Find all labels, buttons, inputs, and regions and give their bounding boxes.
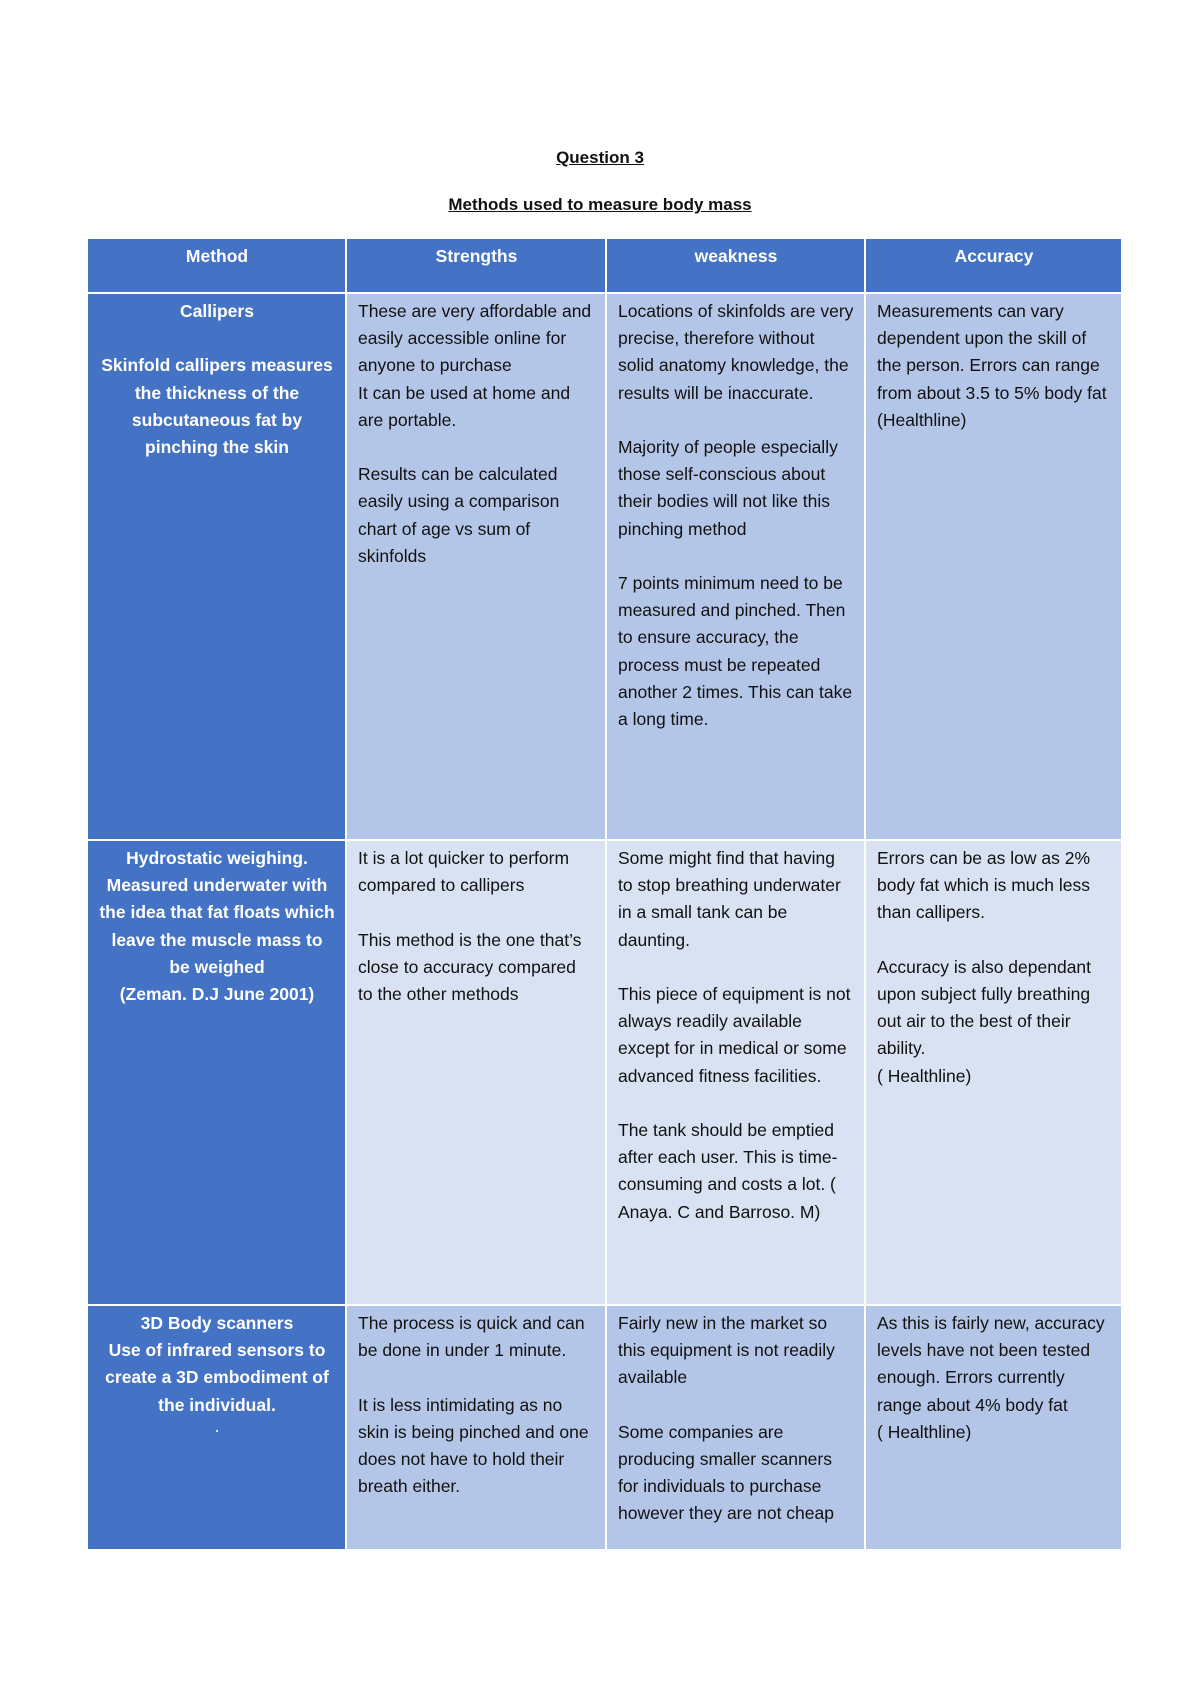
weakness-text: Fairly new in the market so this equipment is not readily available bbox=[618, 1313, 835, 1388]
accuracy-text: Accuracy is also dependant upon subject fully breathing out air to the best of their ability. bbox=[877, 956, 1092, 1059]
strength-text: It can be used at home and are portable. bbox=[358, 382, 571, 430]
method-name: Hydrostatic weighing. bbox=[126, 848, 308, 868]
table-header-row bbox=[87, 238, 1122, 293]
methods-table bbox=[86, 237, 1123, 1551]
strengths-cell bbox=[346, 293, 606, 840]
table-row bbox=[87, 1305, 1122, 1550]
strength-text: These are very affordable and easily accessible online for anyone to purchase bbox=[358, 301, 592, 376]
accuracy-citation: ( Healthline) bbox=[877, 1065, 972, 1086]
accuracy-text: Measurements can vary dependent upon the skill of the person. Errors can range from about 3.5 to 5% body fat (Healthline) bbox=[877, 301, 1107, 430]
weakness-cell bbox=[606, 840, 865, 1305]
accuracy-cell bbox=[865, 293, 1122, 840]
method-cell bbox=[87, 1305, 346, 1550]
header-weakness: weakness bbox=[606, 238, 865, 293]
strength-text: It is a lot quicker to perform compared to callipers bbox=[358, 848, 570, 896]
strength-text: The process is quick and can be done in under 1 minute. bbox=[358, 1313, 585, 1361]
accuracy-text: As this is fairly new, accuracy levels have not been tested enough. Errors currently range about 4% body fat bbox=[877, 1313, 1105, 1415]
weakness-text: Some companies are producing smaller scanners for individuals to purchase however they are not cheap bbox=[618, 1421, 834, 1524]
header-accuracy: Accuracy bbox=[865, 238, 1122, 293]
method-cell bbox=[87, 293, 346, 840]
header-method: Method bbox=[87, 238, 346, 293]
strength-text: This method is the one that’s close to accuracy compared to the other methods bbox=[358, 929, 582, 1004]
weakness-text: Locations of skinfolds are very precise, therefore without solid anatomy knowledge, the results will be inaccurate. bbox=[618, 301, 854, 403]
method-name: 3D Body scanners bbox=[140, 1313, 294, 1333]
accuracy-cell bbox=[865, 840, 1122, 1305]
page-title: Question 3 bbox=[556, 148, 644, 167]
accuracy-text: Errors can be as low as 2% body fat which is much less than callipers. bbox=[877, 848, 1091, 923]
table-row bbox=[87, 293, 1122, 840]
weakness-text: Majority of people especially those self-conscious about their bodies will not like this pinching method bbox=[618, 437, 838, 539]
weakness-text: Some might find that having to stop breathing underwater in a small tank can be daunting. bbox=[618, 848, 841, 950]
accuracy-cell bbox=[865, 1305, 1122, 1550]
weakness-text: The tank should be emptied after each user. This is time-consuming and costs a lot. ( Anaya. C and Barroso. M) bbox=[618, 1120, 838, 1222]
weakness-cell bbox=[606, 293, 865, 840]
weakness-text: 7 points minimum need to be measured and pinched. Then to ensure accuracy, the process must be repeated another 2 times. This can take a long time. bbox=[618, 573, 853, 730]
weakness-cell bbox=[606, 1305, 865, 1550]
strengths-cell bbox=[346, 1305, 606, 1550]
weakness-text: This piece of equipment is not always readily available except for in medical or some advanced fitness facilities. bbox=[618, 984, 851, 1086]
strength-text: Results can be calculated easily using a comparison chart of age vs sum of skinfolds bbox=[358, 464, 560, 566]
page-subtitle: Methods used to measure body mass bbox=[448, 195, 752, 214]
method-description: Use of infrared sensors to create a 3D embodiment of the individual. bbox=[105, 1340, 329, 1415]
method-name: Callipers bbox=[180, 301, 254, 321]
table-row bbox=[87, 840, 1122, 1305]
method-cell bbox=[87, 840, 346, 1305]
header-strengths: Strengths bbox=[346, 238, 606, 293]
strengths-cell bbox=[346, 840, 606, 1305]
method-description: Skinfold callipers measures the thickness of the subcutaneous fat by pinching the skin bbox=[101, 355, 333, 457]
method-mark: . bbox=[214, 1415, 220, 1436]
method-description: Measured underwater with the idea that fat floats which leave the muscle mass to be weighed bbox=[99, 875, 335, 977]
accuracy-citation: ( Healthline) bbox=[877, 1421, 972, 1442]
method-citation: (Zeman. D.J June 2001) bbox=[119, 984, 315, 1005]
strength-text: It is less intimidating as no skin is being pinched and one does not have to hold their breath either. bbox=[358, 1394, 589, 1497]
